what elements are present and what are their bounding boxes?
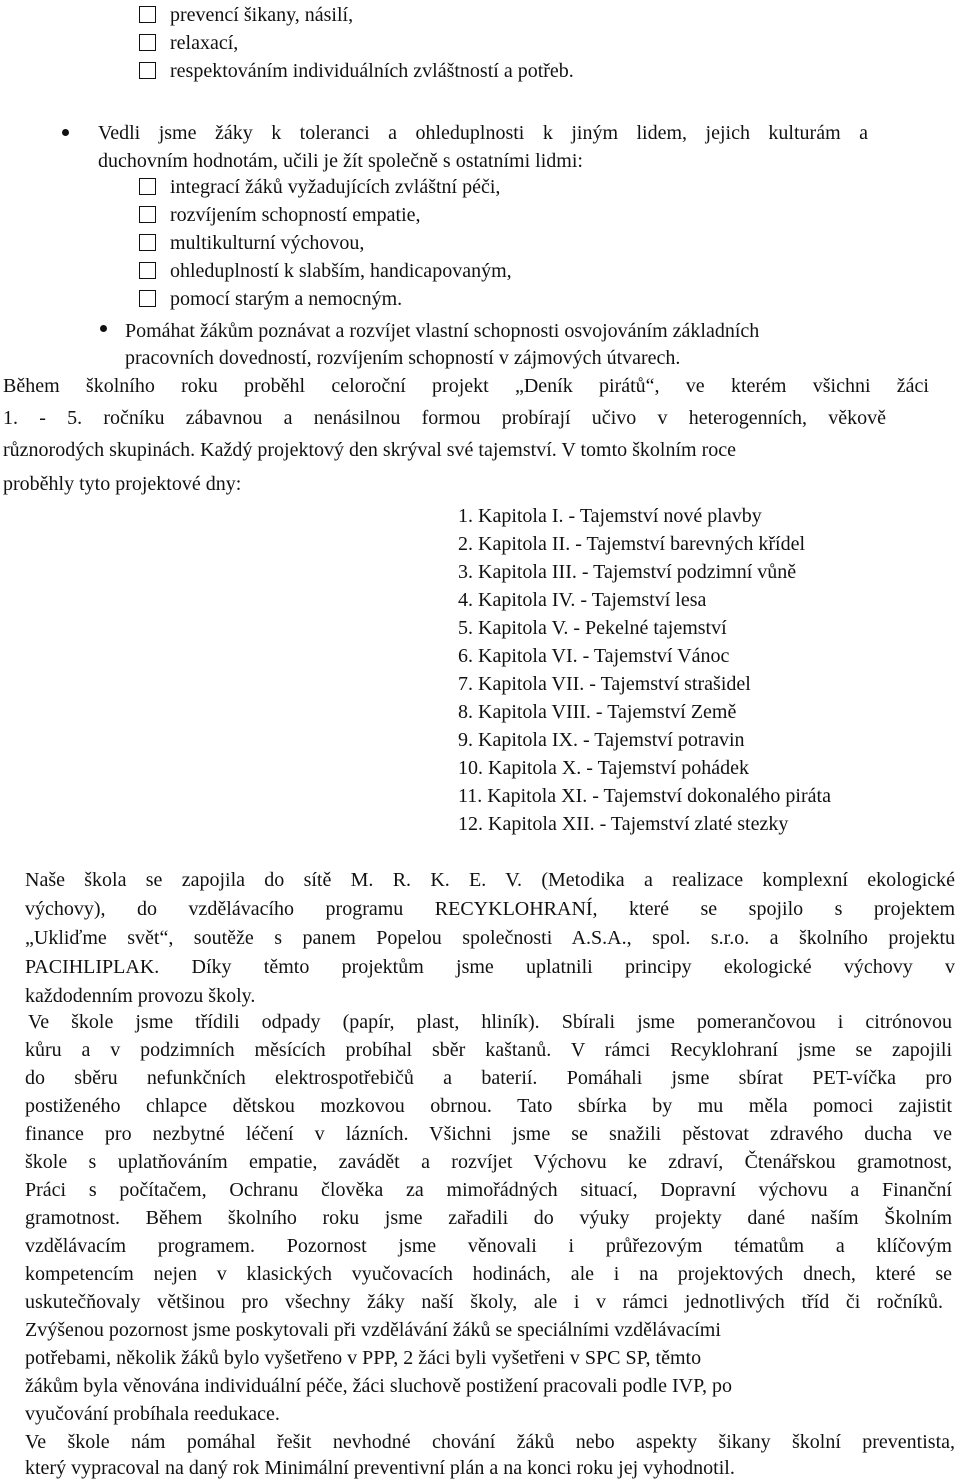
bullet-text: duchovním hodnotám, učili je žít společně s ostatními lidmi: [98,150,583,172]
waste-paragraph: do sběru nefunkčních elektrospotřebičů a baterií. Pomáhali jsme sbírat PET-víčka pro [25,1067,952,1089]
bullet-text: Vedli jsme žáky k toleranci a ohleduplnosti k jiným lidem, jejich kulturám a [98,122,868,144]
checkbox-icon [139,262,156,279]
waste-paragraph: kůru a v podzimních měsících probíhal sběr kaštanů. V rámci Recyklohraní jsme se zapojili [25,1039,952,1061]
project-paragraph: proběhly tyto projektové dny: [3,473,242,495]
waste-paragraph: postiženého chlapce dětskou mozkovou obrnou. Tato sbírka by mu měla pomoci zajistit [25,1095,952,1117]
project-day-item: 8. Kapitola VIII. - Tajemství Země [458,701,737,723]
checkbox-icon [139,234,156,251]
waste-paragraph: Práci s počítačem, Ochranu člověka za mimořádných situací, Dopravní výchovu a Finanční [25,1179,952,1201]
waste-paragraph: uskutečňovaly většinou pro všechny žáky naší školy, ale i v rámci jednotlivých tříd či ročníků. [25,1291,943,1313]
waste-paragraph: vzdělávacím programem. Pozornost jsme věnovali i průřezovým tématům a klíčovým [25,1235,952,1257]
project-day-item: 9. Kapitola IX. - Tajemství potravin [458,729,745,751]
checklist-item: prevencí šikany, násilí, [170,4,354,26]
project-day-item: 10. Kapitola X. - Tajemství pohádek [458,757,749,779]
project-day-item: 2. Kapitola II. - Tajemství barevných křídel [458,533,806,555]
eco-paragraph: PACIHLIPLAK. Díky těmto projektům jsme uplatnili principy ekologické výchovy v [25,956,955,978]
eco-paragraph: každodenním provozu školy. [25,985,256,1007]
bullet-icon [62,129,69,136]
eco-paragraph: Naše škola se zapojila do sítě M. R. K. E. V. (Metodika a realizace komplexní ekologické [25,869,955,891]
bullet-text: pracovních dovedností, rozvíjením schopností v zájmových útvarech. [125,347,681,369]
project-day-item: 12. Kapitola XII. - Tajemství zlaté stezky [458,813,789,835]
special-needs-paragraph: žákům byla věnována individuální péče, žáci sluchově postižení pracovali podle IVP, po [25,1375,733,1397]
checklist-item: pomocí starým a nemocným. [170,288,403,310]
checklist-item: multikulturní výchovou, [170,232,365,254]
checklist-item: rozvíjením schopností empatie, [170,204,421,226]
project-day-item: 3. Kapitola III. - Tajemství podzimní vůně [458,561,797,583]
waste-paragraph: finance pro nezbytné léčení v lázních. Všichni jsme se snažili pěstovat zdravého ducha ve [25,1123,952,1145]
checklist-item: relaxací, [170,32,239,54]
checkbox-icon [139,206,156,223]
waste-paragraph: gramotnost. Během školního roku jsme zařadili do výuky projekty dané naším Školním [25,1207,952,1229]
project-paragraph: různorodých skupinách. Každý projektový den skrýval své tajemství. V tomto školním roce [3,439,737,461]
special-needs-paragraph: Zvýšenou pozornost jsme poskytovali při vzdělávání žáků se speciálními vzdělávacími [25,1319,721,1341]
checkbox-icon [139,6,156,23]
special-needs-paragraph: vyučování probíhala reedukace. [25,1403,280,1425]
checklist-item: integrací žáků vyžadujících zvláštní péči, [170,176,501,198]
checkbox-icon [139,290,156,307]
checkbox-icon [139,34,156,51]
project-day-item: 7. Kapitola VII. - Tajemství strašidel [458,673,751,695]
project-day-item: 11. Kapitola XI. - Tajemství dokonalého piráta [458,785,831,807]
project-day-item: 6. Kapitola VI. - Tajemství Vánoc [458,645,730,667]
waste-paragraph: Ve škole jsme třídili odpady (papír, plast, hliník). Sbírali jsme pomerančovou i citrónovou [28,1011,952,1033]
project-day-item: 5. Kapitola V. - Pekelné tajemství [458,617,727,639]
checkbox-icon [139,178,156,195]
project-paragraph: 1. - 5. ročníku zábavnou a nenásilnou formou probírají učivo v heterogenních, věkově [3,407,886,429]
checkbox-icon [139,62,156,79]
checklist-item: ohleduplností k slabším, handicapovaným, [170,260,512,282]
eco-paragraph: „Ukliďme svět“, soutěže s panem Popelou společnosti A.S.A., spol. s.r.o. a školního projektu [25,927,955,949]
checklist-item: respektováním individuálních zvláštností a potřeb. [170,60,574,82]
bullet-text: Pomáhat žákům poznávat a rozvíjet vlastní schopnosti osvojováním základních [125,320,760,342]
eco-paragraph: výchovy), do vzdělávacího programu RECYKLOHRANÍ, které se spojilo s projektem [25,898,955,920]
prevention-paragraph: který vypracoval na daný rok Minimální preventivní plán a na konci roku jej vyhodnotil. [25,1457,735,1479]
waste-paragraph: škole s uplatňováním empatie, zavádět a rozvíjet Výchovu ke zdraví, Čtenářskou gramotnost, [25,1151,952,1173]
project-day-item: 4. Kapitola IV. - Tajemství lesa [458,589,707,611]
project-day-item: 1. Kapitola I. - Tajemství nové plavby [458,505,762,527]
special-needs-paragraph: potřebami, několik žáků bylo vyšetřeno v PPP, 2 žáci byli vyšetřeni v SPC SP, těmto [25,1347,702,1369]
project-paragraph: Během školního roku proběhl celoroční projekt „Deník pirátů“, ve kterém všichni žáci [3,375,929,397]
waste-paragraph: kompetencím nejen v klasických vyučovacích hodinách, ale i na projektových dnech, které se [25,1263,952,1285]
prevention-paragraph: Ve škole nám pomáhal řešit nevhodné chování žáků nebo aspekty šikany školní preventista, [25,1431,955,1453]
bullet-icon [100,325,107,332]
